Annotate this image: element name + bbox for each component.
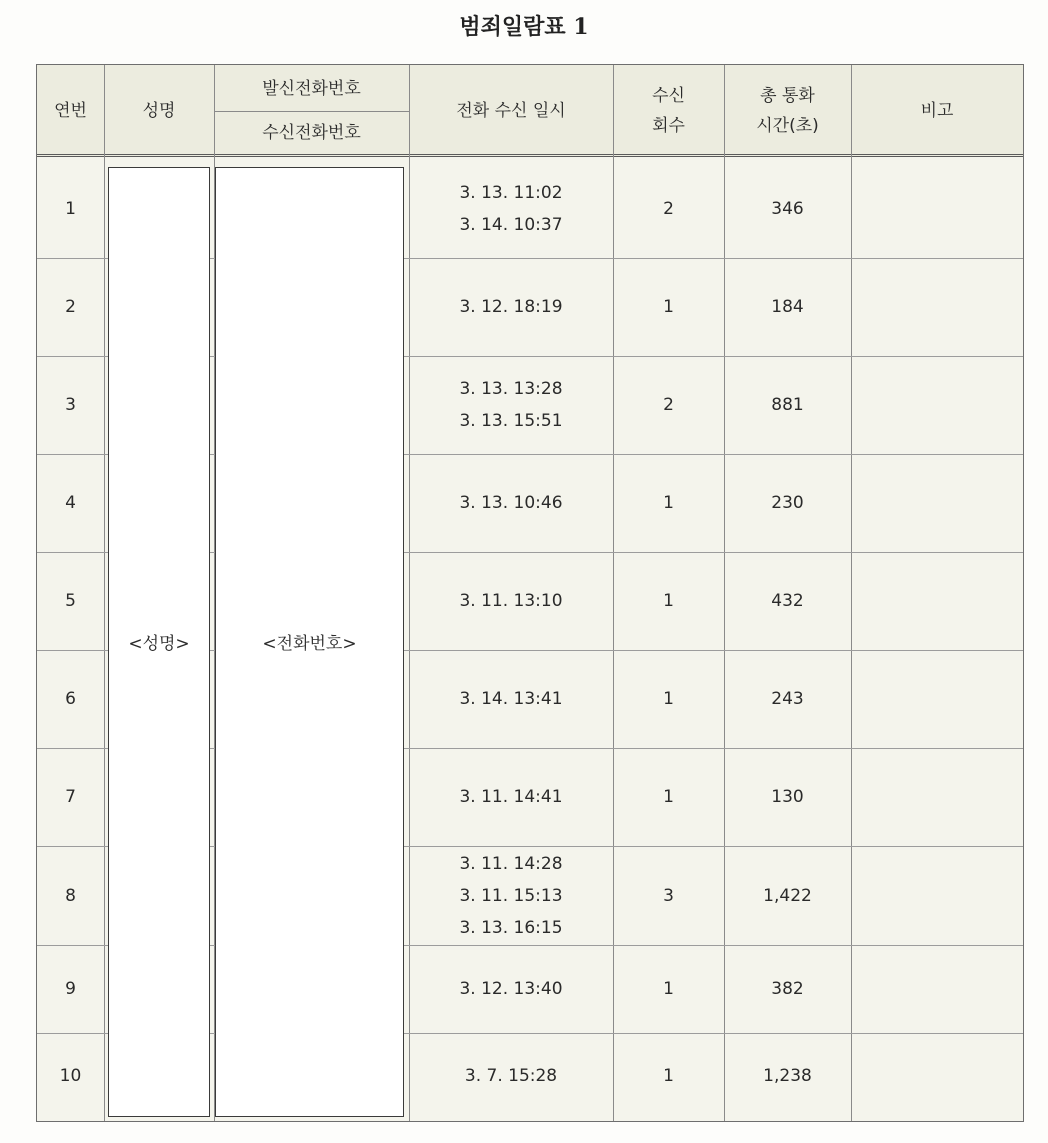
- row-receive-count: 1: [663, 787, 674, 807]
- row-receive-count: 1: [663, 979, 674, 999]
- row-number: 9: [65, 979, 76, 999]
- row-call-datetimes: 3. 12. 13:40: [459, 979, 563, 999]
- row-call-datetimes: 3. 7. 15:28: [464, 1065, 558, 1086]
- row-number: 6: [65, 689, 76, 709]
- row-total-duration: 382: [771, 979, 804, 999]
- row-call-datetimes: 3. 13. 13:28 3. 13. 15:51: [459, 379, 563, 431]
- row-total-duration: 881: [771, 395, 804, 415]
- header-caller-phone: 발신전화번호: [262, 79, 361, 99]
- row-receive-count: 2: [663, 395, 674, 415]
- row-number: 2: [65, 297, 76, 317]
- row-number: 4: [65, 493, 76, 513]
- row-call-datetimes: 3. 11. 13:10: [459, 591, 563, 611]
- row-receive-count: 1: [663, 591, 674, 611]
- row-call-datetimes: 3. 14. 13:41: [459, 689, 563, 709]
- header-total-duration: 총 통화 시간(초): [756, 86, 819, 136]
- header-receive-count: 수신 회수: [652, 86, 685, 136]
- column-divider: [104, 65, 105, 1121]
- phone-placeholder: <전화번호>: [262, 633, 357, 654]
- row-remarks: [851, 552, 1023, 650]
- row-remarks: [851, 945, 1023, 1033]
- row-number: 1: [65, 199, 76, 219]
- row-call-datetimes: 3. 13. 10:46: [459, 493, 563, 513]
- header-receiver-phone: 수신전화번호: [262, 123, 361, 143]
- row-number: 5: [65, 591, 76, 611]
- row-number: 8: [65, 885, 76, 906]
- row-receive-count: 1: [663, 1065, 674, 1086]
- row-number: 3: [65, 395, 76, 415]
- row-remarks: [851, 160, 1023, 258]
- row-remarks: [851, 258, 1023, 356]
- crime-list-table: [36, 64, 1024, 1122]
- row-remarks: [851, 1033, 1023, 1118]
- row-receive-count: 3: [663, 885, 674, 906]
- header-split-line: [214, 111, 409, 112]
- row-remarks: [851, 846, 1023, 945]
- row-call-datetimes: 3. 12. 18:19: [459, 297, 563, 317]
- row-remarks: [851, 650, 1023, 748]
- row-receive-count: 2: [663, 199, 674, 219]
- header-remarks: 비고: [920, 101, 954, 121]
- header-name: 성명: [142, 101, 176, 121]
- row-total-duration: 243: [771, 689, 804, 709]
- row-total-duration: 1,238: [763, 1065, 812, 1086]
- header-call-datetime: 전화 수신 일시: [456, 101, 566, 121]
- row-number: 10: [59, 1065, 82, 1086]
- row-receive-count: 1: [663, 689, 674, 709]
- row-total-duration: 130: [771, 787, 804, 807]
- row-call-datetimes: 3. 11. 14:41: [459, 787, 563, 807]
- row-remarks: [851, 356, 1023, 454]
- name-placeholder: <성명>: [128, 633, 190, 654]
- header-no: 연번: [54, 101, 87, 121]
- row-total-duration: 346: [771, 199, 804, 219]
- row-total-duration: 1,422: [763, 885, 812, 906]
- document-title: 범죄일람표 1: [459, 14, 589, 40]
- row-receive-count: 1: [663, 297, 674, 317]
- row-total-duration: 184: [771, 297, 804, 317]
- row-number: 7: [65, 787, 76, 807]
- row-total-duration: 432: [771, 591, 804, 611]
- row-receive-count: 1: [663, 493, 674, 513]
- row-remarks: [851, 748, 1023, 846]
- row-remarks: [851, 454, 1023, 552]
- row-total-duration: 230: [771, 493, 804, 513]
- row-call-datetimes: 3. 11. 14:28 3. 11. 15:13 3. 13. 16:15: [459, 853, 563, 938]
- row-call-datetimes: 3. 13. 11:02 3. 14. 10:37: [459, 183, 563, 235]
